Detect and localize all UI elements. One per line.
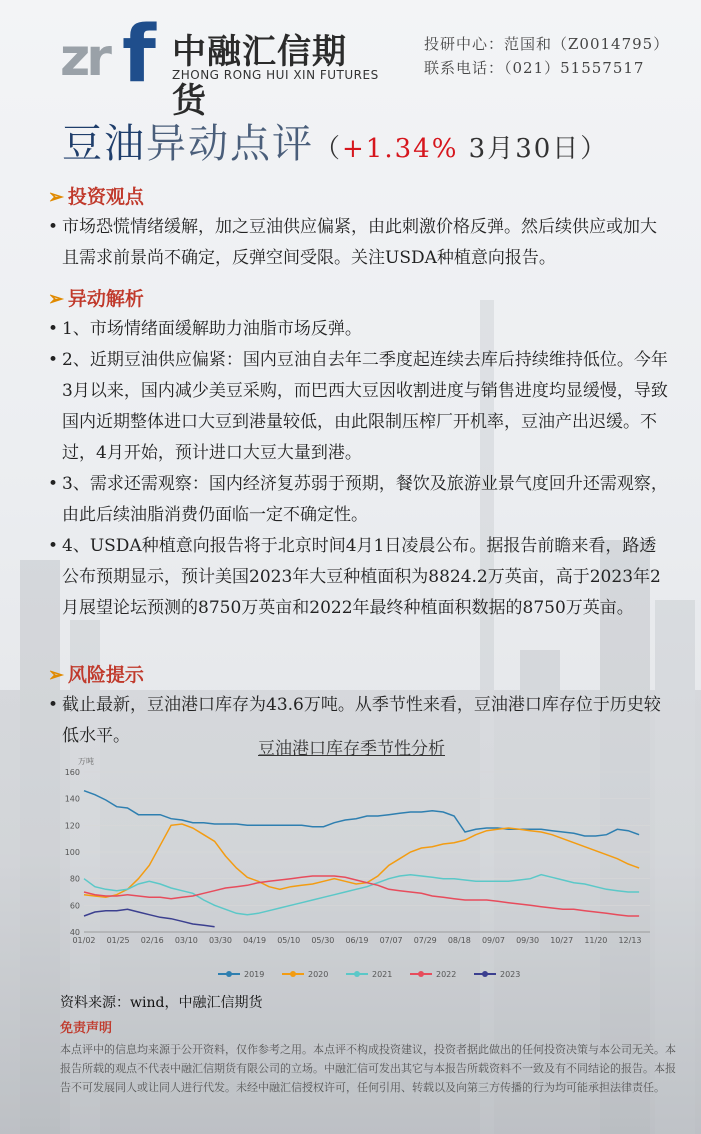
x-tick-label: 05/10 <box>277 936 301 945</box>
legend-label-2019: 2019 <box>244 970 265 979</box>
x-tick-label: 09/30 <box>516 936 540 945</box>
x-tick-label: 08/18 <box>447 936 471 945</box>
x-tick-label: 10/27 <box>550 936 574 945</box>
x-tick-label: 07/29 <box>413 936 437 945</box>
x-tick-label: 03/10 <box>174 936 198 945</box>
arrow-icon: ➢ <box>48 186 64 208</box>
legend-marker-2021 <box>354 971 360 977</box>
analyst-line: 投研中心：范国和（Z0014795） <box>424 35 670 53</box>
inventory-chart <box>58 750 658 990</box>
legend-marker-2019 <box>226 971 232 977</box>
series-line-2022 <box>84 876 639 916</box>
chart-svg <box>58 750 658 990</box>
contact-info <box>424 32 669 80</box>
arrow-icon: ➢ <box>48 664 64 686</box>
title-change-pct: +1.34% <box>342 134 459 164</box>
chart-title: 豆油港口库存季节性分析 <box>258 739 445 759</box>
title-date: 3月30日） <box>458 134 609 164</box>
x-tick-label: 05/30 <box>311 936 335 945</box>
data-source: 资料来源：wind，中融汇信期货 <box>60 995 263 1011</box>
x-tick-label: 04/19 <box>243 936 267 945</box>
title-commodity: 豆油 <box>62 121 146 167</box>
legend-marker-2020 <box>290 971 296 977</box>
paragraph-analysis-1: • 1、市场情绪面缓解助力油脂市场反弹。 <box>48 319 362 339</box>
paragraph-risk: • 截止最新，豆油港口库存为43.6万吨。从季节性来看，豆油港口库存位于历史较低水平。 <box>48 695 661 746</box>
company-name-cn: 中融汇信期货 <box>172 32 347 121</box>
report-header <box>0 0 701 121</box>
y-tick-label: 100 <box>64 848 80 857</box>
section-analysis-heading: ➢ 异动解析 <box>48 288 144 310</box>
legend-label-2021: 2021 <box>372 970 393 979</box>
paragraph-view: • 市场恐慌情绪缓解，加之豆油供应偏紧，由此刺激价格反弹。然后续供应或加大且需求前景尚不确定，反弹空间受限。关注USDA种植意向报告。 <box>48 217 657 268</box>
y-axis-unit: 万吨 <box>78 757 94 766</box>
company-logo <box>60 10 380 121</box>
legend-label-2020: 2020 <box>308 970 329 979</box>
title-topic: 异动点评 <box>146 121 314 167</box>
x-tick-label: 02/16 <box>140 936 164 945</box>
x-tick-label: 09/07 <box>481 936 506 945</box>
legend-label-2022: 2022 <box>436 970 457 979</box>
y-tick-label: 120 <box>64 821 80 831</box>
x-tick-label: 12/13 <box>618 936 642 945</box>
page-title <box>62 112 608 169</box>
paragraph-analysis-4: • 4、USDA种植意向报告将于北京时间4月1日凌晨公布。据报告前瞻来看，路透公布预期显示，预计美国2023年大豆种植面积为8824.2万英亩，高于2023年2月展望论坛预测的8750万英亩和2022年最终种植面积数据的8750万英亩。 <box>48 536 661 618</box>
y-tick-label: 60 <box>69 901 80 911</box>
y-tick-label: 160 <box>64 768 80 777</box>
arrow-icon: ➢ <box>48 288 64 310</box>
disclaimer-text: 本点评中的信息均来源于公开资料，仅作参考之用。本点评不构成投资建议，投资者据此做出的任何投资决策与本公司无关。本报告所载的观点不代表中融汇信期货有限公司的立场。中融汇信可发出其它与本报告所载资料不一致及有不同结论的报告。本报告不可发展同人或让同人进行代发。未经中融汇信授权许可，任何引用、转载以及向第三方传播的行为均可能承担法律责任。 <box>60 1043 676 1094</box>
series-line-2019 <box>84 791 639 836</box>
x-tick-label: 11/20 <box>584 936 608 945</box>
x-tick-label: 07/07 <box>379 936 403 945</box>
paragraph-analysis-2: • 2、近期豆油供应偏紧：国内豆油自去年二季度起连续去库后持续维持低位。今年3月以来，国内减少美豆采购，而巴西大豆因收割进度与销售进度均显缓慢，导致国内近期整体进口大豆到港量较低，由此限制压榨厂开机率，豆油产出迟缓。不过，4月开始，预计进口大豆大量到港。 <box>48 350 668 463</box>
y-tick-label: 80 <box>69 874 80 884</box>
disclaimer-title: 免责声明 <box>60 1021 113 1036</box>
x-tick-label: 06/19 <box>345 936 369 945</box>
section-risk-heading: ➢ 风险提示 <box>48 664 144 686</box>
y-tick-label: 40 <box>69 928 80 937</box>
company-name-en: ZHONG RONG HUI XIN FUTURES <box>172 68 379 82</box>
legend-marker-2023 <box>482 971 488 977</box>
legend-marker-2022 <box>418 971 424 977</box>
paragraph-analysis-3: • 3、需求还需观察：国内经济复苏弱于预期，餐饮及旅游业景气度回升还需观察，由此后续油脂消费仍面临一定不确定性。 <box>48 474 668 525</box>
x-tick-label: 03/30 <box>208 936 233 945</box>
series-line-2023 <box>84 909 215 926</box>
x-tick-label: 01/02 <box>72 936 96 945</box>
logo-f-mark: f <box>122 10 156 100</box>
y-tick-label: 140 <box>64 794 80 804</box>
section-view-heading: ➢ 投资观点 <box>48 186 144 208</box>
title-open-paren: （ <box>314 134 343 164</box>
logo-letters: zr <box>60 28 108 88</box>
legend-label-2023: 2023 <box>500 970 521 979</box>
phone-line: 联系电话：（021）51557517 <box>424 59 645 77</box>
x-tick-label: 01/25 <box>106 936 130 945</box>
